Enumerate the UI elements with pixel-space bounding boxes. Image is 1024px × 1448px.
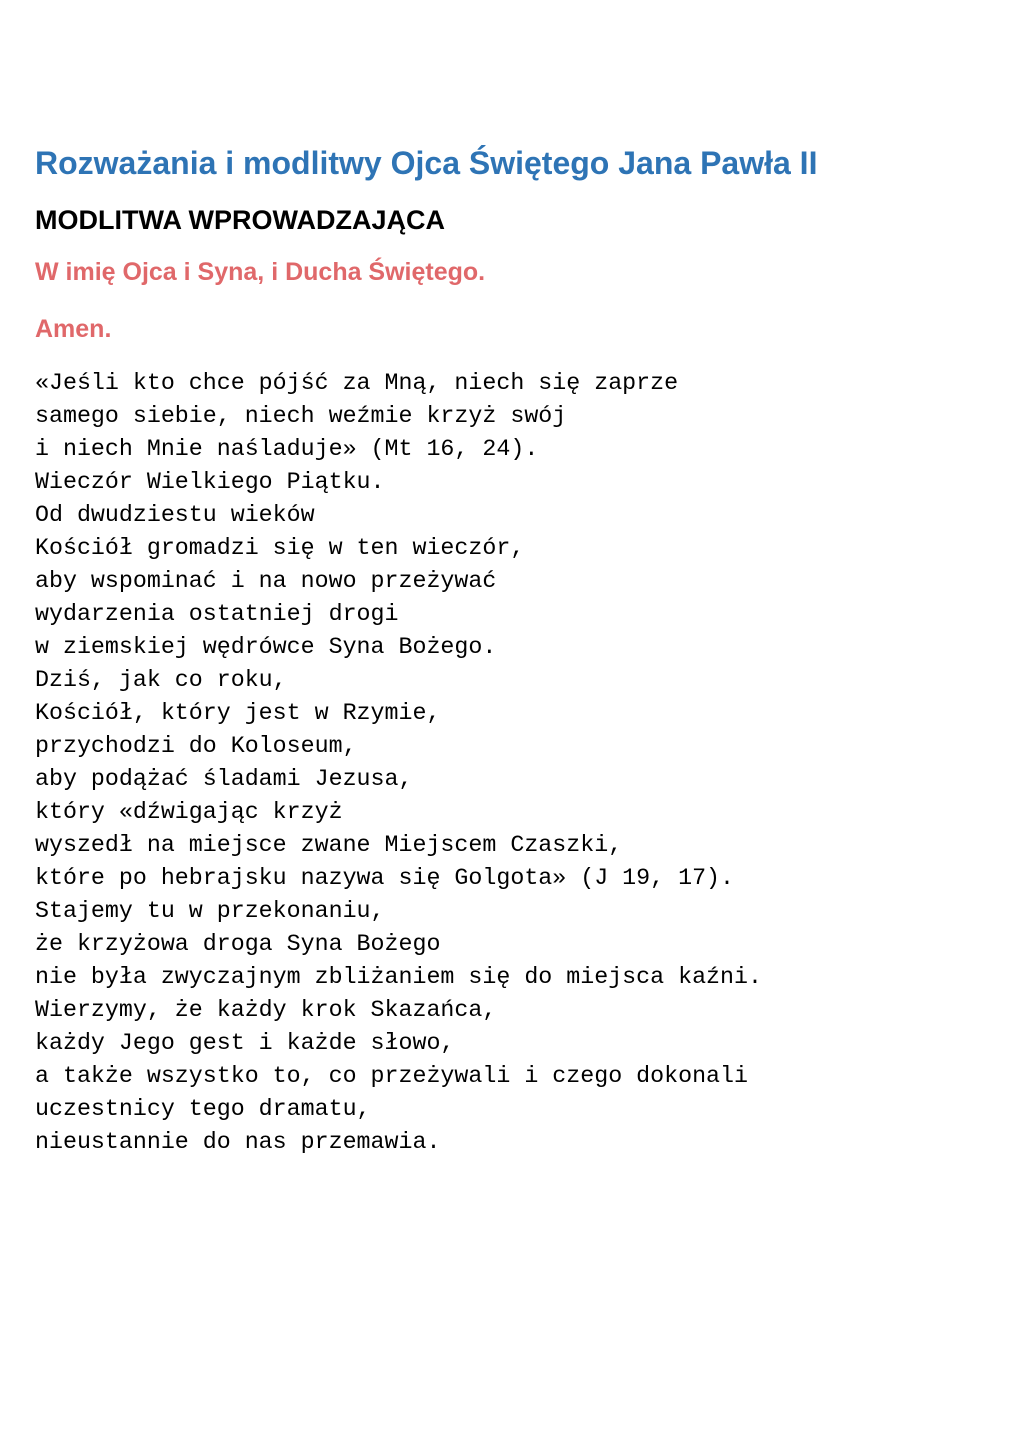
text-line: które po hebrajsku nazywa się Golgota» (J 19, 17). (35, 865, 735, 891)
text-line: Stajemy tu w przekonaniu, (35, 898, 385, 924)
text-line: wyszedł na miejsce zwane Miejscem Czaszki, (35, 832, 623, 858)
text-line: nie była zwyczajnym zbliżaniem się do miejsca kaźni. (35, 964, 762, 990)
text-line: aby podążać śladami Jezusa, (35, 766, 413, 792)
section-heading: MODLITWA WPROWADZAJĄCA (35, 205, 445, 235)
text-line: przychodzi do Koloseum, (35, 733, 357, 759)
text-line: Kościół gromadzi się w ten wieczór, (35, 535, 525, 561)
text-line: Wieczór Wielkiego Piątku. (35, 469, 385, 495)
prayer-text (35, 367, 762, 1159)
text-line: Od dwudziestu wieków (35, 502, 315, 528)
text-line: Kościół, który jest w Rzymie, (35, 700, 441, 726)
invocation-line: W imię Ojca i Syna, i Ducha Świętego. (35, 258, 486, 286)
text-line: Dziś, jak co roku, (35, 667, 287, 693)
text-line: uczestnicy tego dramatu, (35, 1096, 371, 1122)
text-line: samego siebie, niech weźmie krzyż swój (35, 403, 567, 429)
text-line: nieustannie do nas przemawia. (35, 1129, 441, 1155)
page-title: Rozważania i modlitwy Ojca Świętego Jana Pawła II (35, 145, 818, 181)
text-line: «Jeśli kto chce pójść za Mną, niech się zaprze (35, 370, 679, 396)
text-line: Wierzymy, że każdy krok Skazańca, (35, 997, 497, 1023)
text-line: i niech Mnie naśladuje» (Mt 16, 24). (35, 436, 539, 462)
text-line: który «dźwigając krzyż (35, 799, 343, 825)
text-line: każdy Jego gest i każde słowo, (35, 1030, 455, 1056)
text-line: w ziemskiej wędrówce Syna Bożego. (35, 634, 497, 660)
text-line: aby wspominać i na nowo przeżywać (35, 568, 497, 594)
amen-line: Amen. (35, 315, 112, 343)
text-line: że krzyżowa droga Syna Bożego (35, 931, 441, 957)
text-line: a także wszystko to, co przeżywali i czego dokonali (35, 1063, 749, 1089)
text-line: wydarzenia ostatniej drogi (35, 601, 399, 627)
